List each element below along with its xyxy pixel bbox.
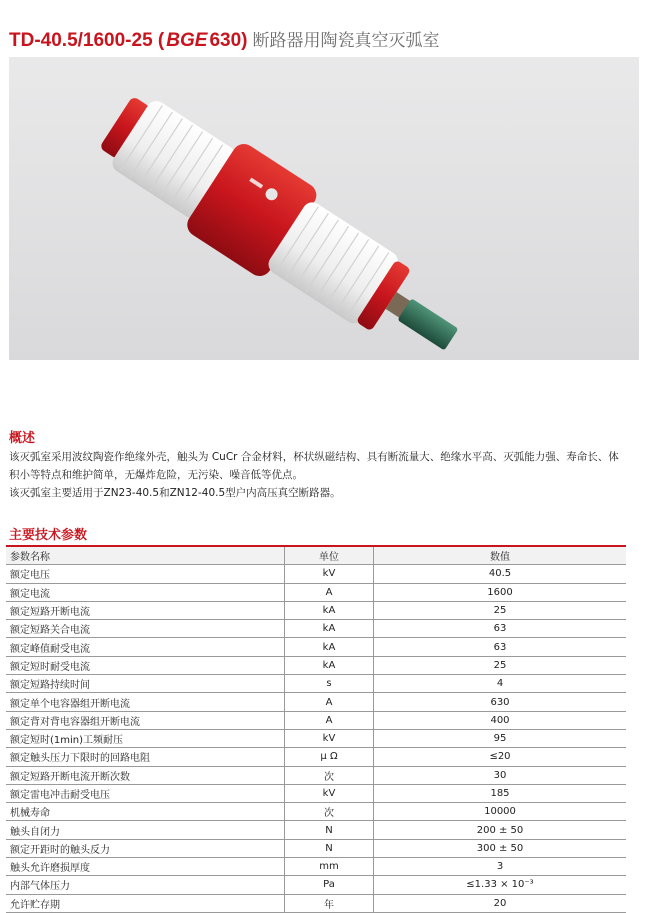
table-row — [6, 638, 626, 656]
value-cell: 630 — [374, 693, 627, 711]
table-row — [6, 784, 626, 802]
parameter-cell: 内部气体压力 — [6, 876, 285, 894]
value-cell: 63 — [374, 638, 627, 656]
vacuum-interrupter-illustration — [9, 57, 639, 360]
unit-cell: kA — [285, 656, 374, 674]
spec-table — [6, 545, 626, 913]
unit-cell: μ Ω — [285, 748, 374, 766]
table-row — [6, 766, 626, 784]
value-cell: 30 — [374, 766, 627, 784]
table-row — [6, 583, 626, 601]
unit-cell: kA — [285, 620, 374, 638]
table-row — [6, 620, 626, 638]
table-row — [6, 858, 626, 876]
parameter-cell: 额定电压 — [6, 565, 285, 583]
brand-logo: BGE — [166, 30, 208, 51]
value-cell: 185 — [374, 784, 627, 802]
table-row — [6, 693, 626, 711]
value-cell: 4 — [374, 675, 627, 693]
value-cell: 25 — [374, 656, 627, 674]
parameter-cell: 额定雷电冲击耐受电压 — [6, 784, 285, 802]
value-cell: 95 — [374, 729, 627, 747]
table-row — [6, 565, 626, 583]
parameter-cell: 机械寿命 — [6, 803, 285, 821]
parameter-cell: 额定峰值耐受电流 — [6, 638, 285, 656]
value-cell: 25 — [374, 601, 627, 619]
unit-cell: A — [285, 711, 374, 729]
table-row — [6, 675, 626, 693]
value-cell: 63 — [374, 620, 627, 638]
unit-cell: mm — [285, 858, 374, 876]
table-row — [6, 876, 626, 894]
specs-heading: 主要技术参数 — [9, 528, 88, 543]
value-cell: 1600 — [374, 583, 627, 601]
column-header-parameter: 参数名称 — [6, 546, 285, 565]
value-cell: 20 — [374, 894, 627, 912]
model-code: TD-40.5/1600-25 ( — [9, 30, 165, 51]
unit-cell: kA — [285, 601, 374, 619]
value-cell: 400 — [374, 711, 627, 729]
unit-cell: Pa — [285, 876, 374, 894]
parameter-cell: 允许贮存期 — [6, 894, 285, 912]
parameter-cell: 触头允许磨损厚度 — [6, 858, 285, 876]
column-header-value: 数值 — [374, 546, 627, 565]
value-cell: 10000 — [374, 803, 627, 821]
unit-cell: kV — [285, 729, 374, 747]
parameter-cell: 额定短路持续时间 — [6, 675, 285, 693]
parameter-cell: 额定单个电容器组开断电流 — [6, 693, 285, 711]
table-row — [6, 894, 626, 912]
column-header-unit: 单位 — [285, 546, 374, 565]
value-cell: 300 ± 50 — [374, 839, 627, 857]
overview-line-1: 该灭弧室采用波纹陶瓷作绝缘外壳，触头为 CuCr 合金材料，杯状纵磁结构、具有断流量大、绝缘水平高、灭弧能力强、寿命长、体 — [9, 451, 619, 463]
unit-cell: N — [285, 839, 374, 857]
table-header-row — [6, 546, 626, 565]
value-cell: ≤20 — [374, 748, 627, 766]
unit-cell: N — [285, 821, 374, 839]
unit-cell: s — [285, 675, 374, 693]
value-cell: 200 ± 50 — [374, 821, 627, 839]
model-rating: 630) — [209, 30, 248, 51]
parameter-cell: 额定短路开断电流 — [6, 601, 285, 619]
value-cell: 3 — [374, 858, 627, 876]
unit-cell: 次 — [285, 766, 374, 784]
parameter-cell: 额定短时(1min)工频耐压 — [6, 729, 285, 747]
unit-cell: A — [285, 693, 374, 711]
unit-cell: kA — [285, 638, 374, 656]
overview-text — [9, 448, 639, 502]
table-row — [6, 711, 626, 729]
parameter-cell: 额定短路开断电流开断次数 — [6, 766, 285, 784]
parameter-cell: 额定短路关合电流 — [6, 620, 285, 638]
table-row — [6, 729, 626, 747]
overview-heading: 概述 — [9, 431, 36, 446]
page-title — [9, 26, 439, 50]
unit-cell: 年 — [285, 894, 374, 912]
table-row — [6, 748, 626, 766]
table-row — [6, 803, 626, 821]
unit-cell: A — [285, 583, 374, 601]
overview-line-3: 该灭弧室主要适用于ZN23-40.5和ZN12-40.5型户内高压真空断路器。 — [9, 487, 341, 499]
overview-line-2: 积小等特点和维护简单，无爆炸危险，无污染、噪音低等优点。 — [9, 469, 303, 481]
parameter-cell: 额定电流 — [6, 583, 285, 601]
value-cell: ≤1.33 × 10⁻³ — [374, 876, 627, 894]
parameter-cell: 额定短时耐受电流 — [6, 656, 285, 674]
table-row — [6, 821, 626, 839]
parameter-cell: 额定背对背电容器组开断电流 — [6, 711, 285, 729]
product-description: 断路器用陶瓷真空灭弧室 — [252, 31, 440, 51]
unit-cell: 次 — [285, 803, 374, 821]
table-row — [6, 839, 626, 857]
moving-contact-stem — [397, 298, 458, 350]
unit-cell: kV — [285, 565, 374, 583]
parameter-cell: 额定开距时的触头反力 — [6, 839, 285, 857]
product-photo — [9, 57, 639, 360]
table-row — [6, 601, 626, 619]
parameter-cell: 触头自闭力 — [6, 821, 285, 839]
parameter-cell: 额定触头压力下限时的回路电阻 — [6, 748, 285, 766]
value-cell: 40.5 — [374, 565, 627, 583]
unit-cell: kV — [285, 784, 374, 802]
table-row — [6, 656, 626, 674]
